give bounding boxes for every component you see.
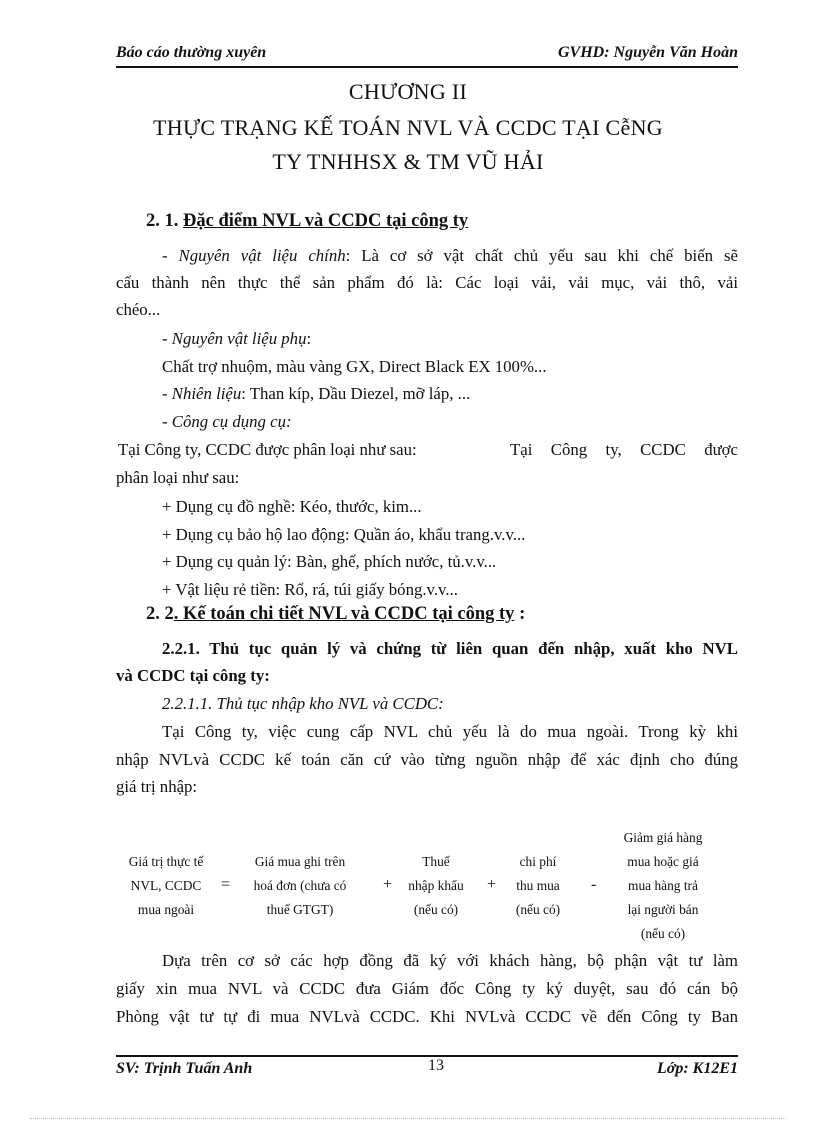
section-1-number: 2. 1.: [146, 211, 179, 231]
subsection-2-2-1-1: 2.2.1.1. Thủ tục nhập kho NVL và CCDC:: [162, 694, 444, 713]
plus-sign: +: [487, 876, 497, 893]
subsection-2-2-1-line1: 2.2.1. Thủ tục quản lý và chứng từ liên quan đến nhập, xuất kho NVL: [162, 639, 738, 658]
formula-purchase-cost: [500, 850, 576, 922]
formula-text: (nếu có): [515, 902, 561, 917]
section-2-tail: :: [514, 604, 526, 624]
chapter-title-line2: TY TNHHSX & TM VŨ HẢI: [272, 149, 544, 174]
intake-para-line2: nhập NVLvà CCDC kế toán căn cứ vào từng nguồn nhập để xác định cho đúng: [116, 750, 738, 769]
main-material-line3: chéo...: [116, 300, 161, 319]
main-material-label: - Nguyên vật liệu chính: [162, 246, 346, 265]
main-material-text1: : Là cơ sở vật chất chủ yếu sau khi chế biến sẽ: [345, 246, 738, 265]
classification-line2: phân loại như sau:: [116, 468, 240, 487]
intake-para-line1: Tại Công ty, việc cung cấp NVL chủ yếu là do mua ngoài. Trong kỳ khi: [162, 722, 738, 741]
section-2-title: . Kế toán chi tiết NVL và CCDC tại công ty: [173, 604, 515, 624]
fuel: [162, 380, 470, 407]
aux-material-text: Chất trợ nhuộm, màu vàng GX, Direct Black EX 100%...: [162, 357, 547, 376]
main-material-line1: [116, 242, 738, 269]
formula-text: lại người bán: [627, 902, 699, 917]
closing-line2: giấy xin mua NVL và CCDC đưa Giám đốc Công ty ký duyệt, sau đó cán bộ: [116, 979, 738, 998]
classification-line1b: Tại Công ty, CCDC được: [510, 440, 738, 459]
tool-item: + Dụng cụ đồ nghề: Kéo, thước, kim...: [162, 497, 422, 516]
aux-material: [162, 325, 311, 352]
formula-result: [110, 850, 222, 922]
formula-text: (nếu có): [640, 926, 686, 941]
section-1-heading: [146, 211, 468, 232]
formula-text: hoá đơn (chưa có: [253, 878, 347, 893]
footer-class: Lớp: K12E1: [656, 1060, 738, 1077]
chapter-title-line1: THỰC TRẠNG KẾ TOÁN NVL VÀ CCDC TẠI CễNG: [153, 115, 663, 140]
formula-text: chi phí: [519, 854, 557, 869]
formula-purchase-price: [236, 850, 364, 922]
intake-para-line3: giá trị nhập:: [116, 777, 198, 796]
tools-label: - Công cụ dụng cụ:: [162, 412, 292, 431]
minus-sign: -: [591, 876, 597, 893]
aux-material-label: - Nguyên vật liệu phụ: [162, 329, 307, 348]
section-1-title: Đặc điểm NVL và CCDC tại công ty: [183, 211, 469, 231]
formula-text: Giá mua ghi trên: [254, 854, 346, 869]
plus-sign: +: [383, 876, 393, 893]
formula-text: thu mua: [516, 878, 560, 893]
header-rule: [116, 66, 738, 68]
page-number: 13: [428, 1057, 444, 1074]
closing-line3: Phòng vật tư tự đi mua NVLvà CCDC. Khi NVLvà CCDC về đến Công ty Ban: [116, 1007, 738, 1026]
fuel-label: - Nhiên liệu: [162, 384, 242, 403]
formula-text: Giá trị thực tế: [128, 854, 204, 869]
formula-import-tax: [396, 850, 476, 922]
formula-discount: [606, 826, 720, 946]
formula-text: thuế GTGT): [266, 902, 334, 917]
header-right: GVHD: Nguyễn Văn Hoàn: [557, 44, 738, 61]
formula-text: mua hàng trả: [628, 878, 698, 893]
section-2-heading: [146, 604, 525, 625]
main-material-line2: cấu thành nên thực thể sản phẩm đó là: Các loại vải, vải mục, vải thô, vải: [116, 273, 738, 292]
tool-item: + Vật liệu rẻ tiền: Rổ, rá, túi giấy bóng.v.v...: [162, 580, 458, 599]
formula-text: (nếu có): [413, 902, 459, 917]
section-2-number: 2. 2: [146, 604, 174, 624]
aux-material-colon: :: [306, 329, 312, 348]
footer-student: SV: Trịnh Tuấn Anh: [116, 1060, 253, 1077]
chapter-number: CHƯƠNG II: [348, 79, 468, 104]
fuel-text: : Than kíp, Dầu Diezel, mỡ láp, ...: [241, 384, 471, 403]
tool-item: + Dụng cụ bảo hộ lao động: Quần áo, khẩu trang.v.v...: [162, 525, 526, 544]
footer-rule: [116, 1055, 738, 1057]
classification-line1a: Tại Công ty, CCDC được phân loại như sau:: [118, 440, 417, 459]
header-left: Báo cáo thường xuyên: [116, 44, 267, 61]
formula-text: mua hoặc giá: [627, 854, 699, 869]
formula-text: NVL, CCDC: [130, 878, 202, 893]
formula-text: Thuế: [422, 854, 450, 869]
subsection-2-2-1-line2: và CCDC tại công ty:: [116, 666, 270, 685]
closing-line1: Dựa trên cơ sở các hợp đồng đã ký với khách hàng, bộ phận vật tư làm: [162, 951, 738, 970]
formula-text: mua ngoài: [137, 902, 195, 917]
tool-item: + Dụng cụ quản lý: Bàn, ghế, phích nước, tủ.v.v...: [162, 552, 497, 571]
page-edge-dots: [30, 1118, 786, 1119]
equals-sign: =: [221, 876, 231, 893]
formula-text: nhập khẩu: [408, 878, 464, 893]
formula-text: Giảm giá hàng: [623, 830, 703, 845]
